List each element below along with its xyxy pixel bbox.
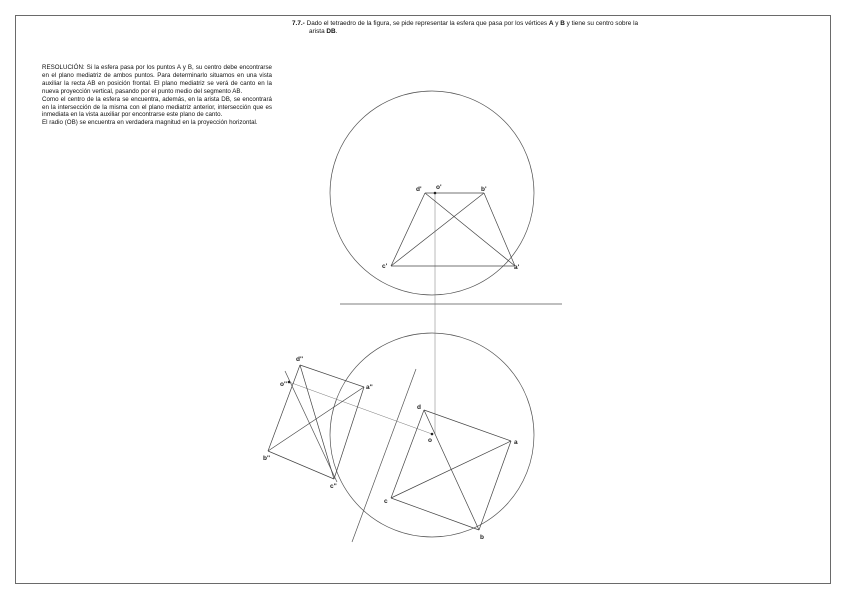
statement-edge: DB — [326, 28, 336, 35]
problem-number: 7.7.- — [292, 20, 305, 27]
label-front-d: d' — [416, 186, 422, 193]
edge-aux-dc — [300, 365, 334, 479]
edge-top-ab — [479, 441, 511, 530]
statement-text-2: y — [553, 20, 561, 27]
projection-link-o — [289, 382, 432, 434]
label-aux-d: d'' — [296, 356, 304, 363]
resolution-paragraph-1: RESOLUCIÓN: Si la esfera pasa por los puntos A y B, su centro debe encontrarse en el plano mediatriz de ambos puntos. Para determinarlo situamos en una vista auxiliar la recta AB en posición frontal. El plano mediatriz se verá de canto en la nueva proyección vertical, pasando por el punto medio del segmento AB. — [42, 64, 272, 95]
resolution-paragraph-3: El radio (OB) se encuentra en verdadera magnitud en la proyección horizontal. — [42, 119, 258, 127]
tetrahedron-top-view — [391, 410, 511, 530]
label-aux-a: a'' — [366, 384, 373, 391]
label-front-o: o' — [436, 184, 442, 191]
label-aux-c: c'' — [330, 483, 337, 490]
label-aux-b: b'' — [263, 455, 271, 462]
label-top-c: c — [384, 498, 388, 505]
label-top-d: d — [417, 404, 421, 411]
mediator-plane-trace — [285, 371, 337, 482]
statement-vertex-a: A — [548, 20, 554, 27]
statement-vertex-b: B — [560, 20, 565, 27]
center-point-front — [434, 192, 437, 195]
edge-top-cb — [391, 498, 479, 530]
resolution-paragraph-2: Como el centro de la esfera se encuentra, además, en la arista DB, se encontrará en la intersección de la misma con el plano mediatriz anterior, intersección que es inmediata en la vista auxiliar por encontrarse este plano de canto. — [42, 95, 272, 119]
edge-top-da — [424, 410, 511, 441]
statement-text-5: . — [335, 28, 338, 35]
statement-text-4: arista — [309, 28, 327, 35]
label-front-b: b' — [481, 186, 487, 193]
center-point-top — [431, 433, 434, 436]
label-top-b: b — [480, 534, 484, 541]
edge-front-ba — [484, 193, 515, 266]
edge-top-db — [424, 410, 479, 530]
label-front-c: c' — [382, 263, 388, 270]
edge-aux-ac — [334, 387, 364, 479]
edge-front-dc — [391, 193, 425, 266]
tetrahedron-front-view — [391, 193, 515, 266]
edge-aux-ab — [268, 387, 364, 451]
label-top-a: a — [514, 439, 518, 446]
edge-aux-db — [268, 365, 300, 451]
statement-text-1: Dado el tetraedro de la figura, se pide representar la esfera que pasa por los vértices — [306, 20, 549, 27]
label-front-a: a' — [514, 264, 520, 271]
center-point-aux — [288, 381, 291, 384]
statement-text-3: y tiene su centro sobre la — [564, 20, 639, 27]
label-aux-o: o'' — [280, 381, 288, 388]
label-top-o: o — [428, 437, 432, 444]
